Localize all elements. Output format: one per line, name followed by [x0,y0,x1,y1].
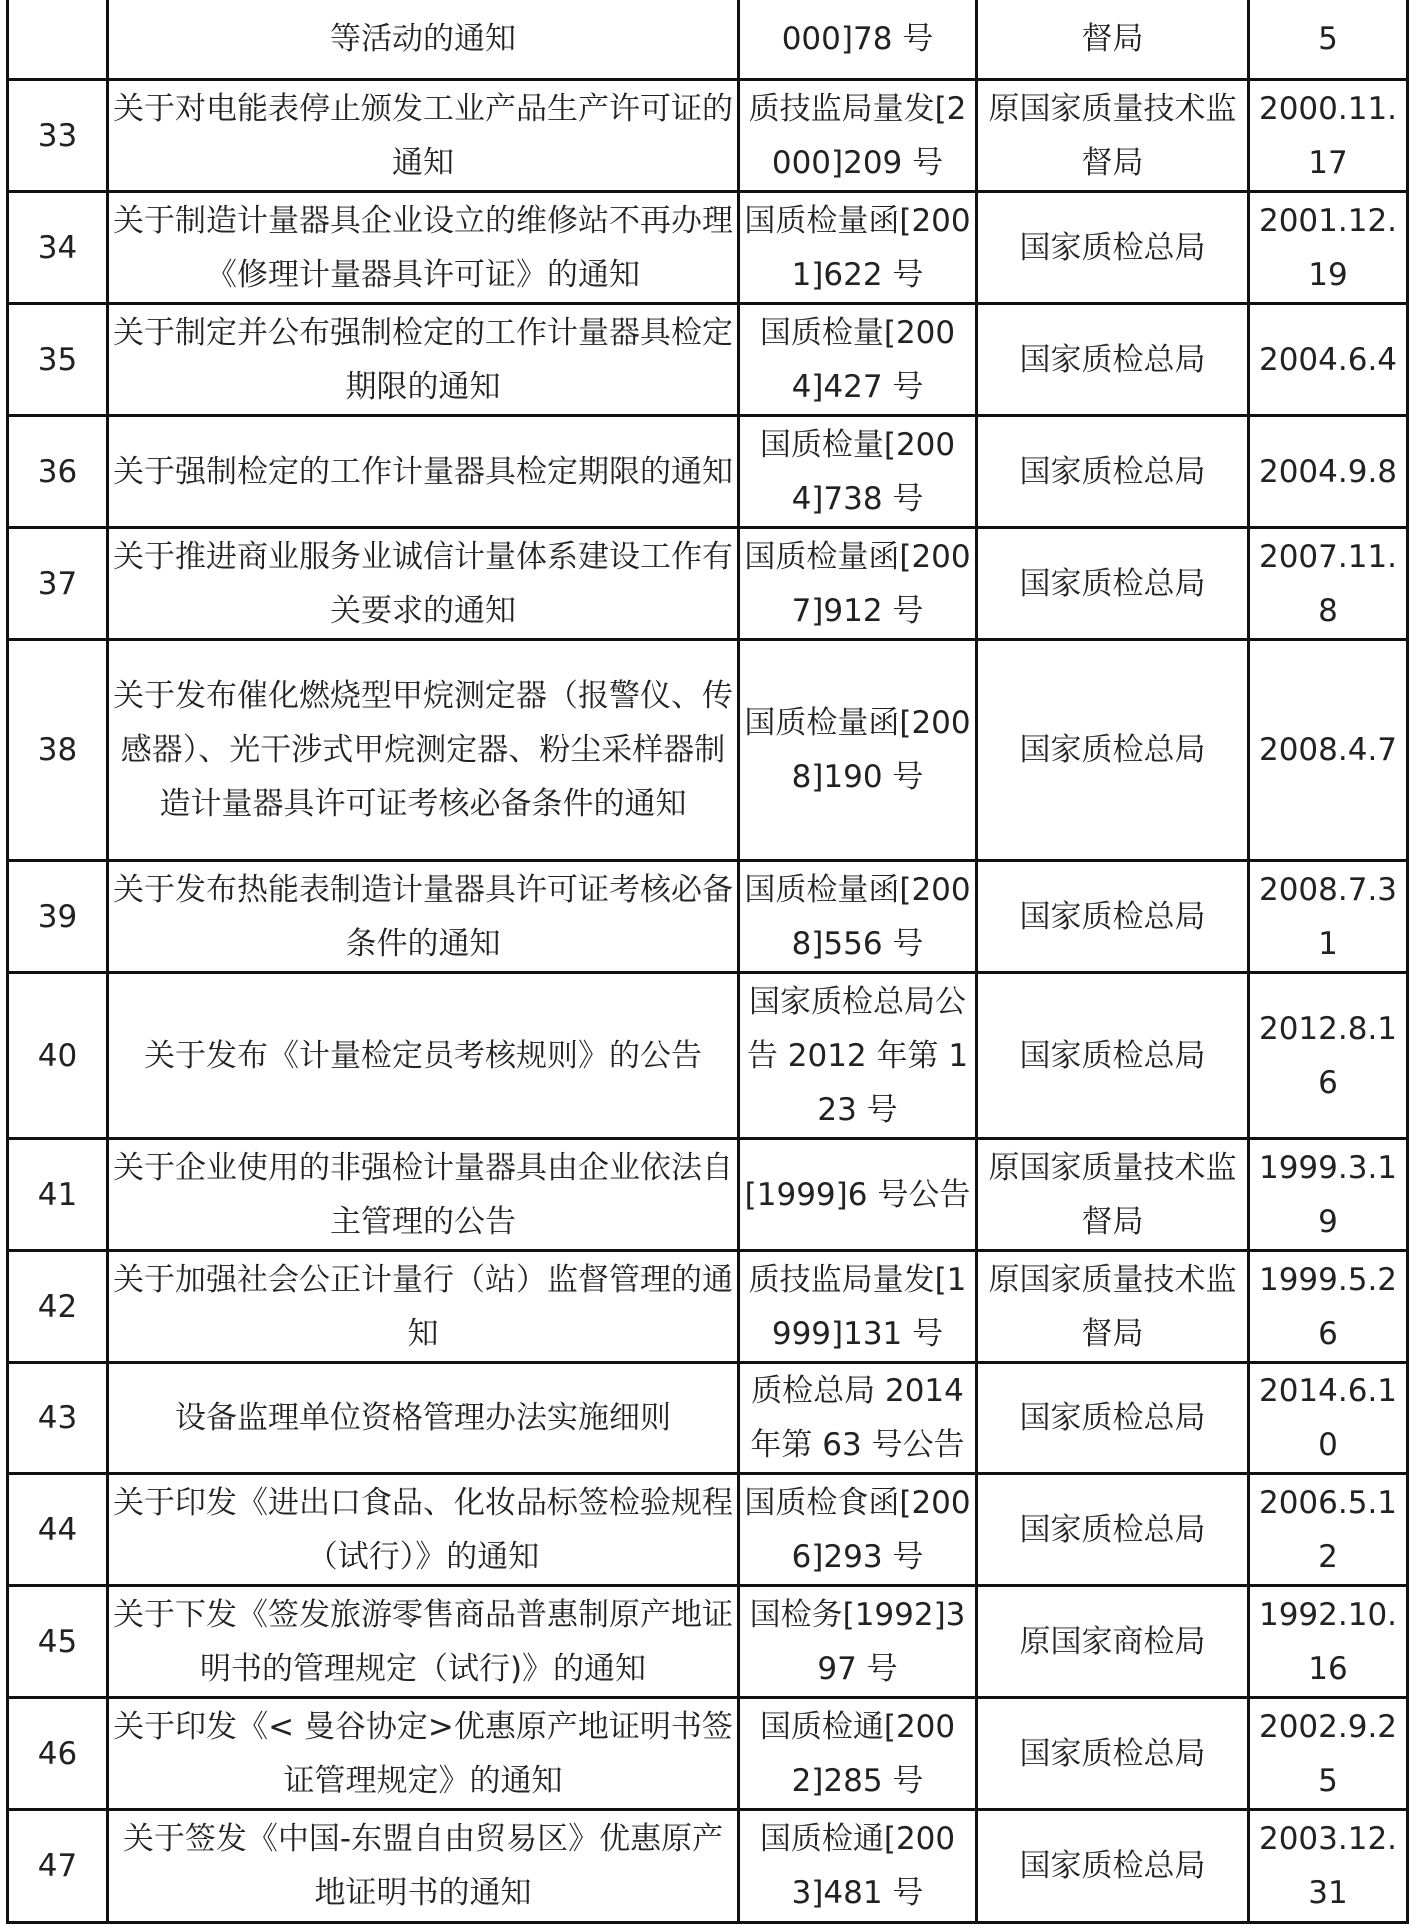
row-number: 47 [8,1810,108,1923]
issuing-authority: 国家质检总局 [977,640,1249,861]
table-row [8,0,1408,80]
document-number: 国质检量函[2008]556 号 [739,861,977,973]
issue-date: 2012.8.16 [1249,973,1408,1139]
document-number: 国家质检总局公告 2012 年第 123 号 [739,973,977,1139]
issue-date: 2006.5.12 [1249,1474,1408,1586]
issuing-authority: 原国家质量技术监督局 [977,1251,1249,1363]
issue-date: 5 [1249,0,1408,80]
table-row [8,973,1408,1139]
issuing-authority: 原国家质量技术监督局 [977,80,1249,192]
issue-date: 2002.9.25 [1249,1698,1408,1810]
document-title: 关于发布热能表制造计量器具许可证考核必备条件的通知 [108,861,739,973]
issuing-authority: 国家质检总局 [977,1698,1249,1810]
row-number: 36 [8,416,108,528]
row-number: 39 [8,861,108,973]
regulation-table [6,0,1409,1924]
document-number: 质技监局量发[1999]131 号 [739,1251,977,1363]
document-title: 关于发布《计量检定员考核规则》的公告 [108,973,739,1139]
issue-date: 1999.3.19 [1249,1139,1408,1251]
document-title: 关于签发《中国-东盟自由贸易区》优惠原产地证明书的通知 [108,1810,739,1923]
regulation-table-body [8,0,1408,1923]
issuing-authority: 国家质检总局 [977,528,1249,640]
row-number: 44 [8,1474,108,1586]
issuing-authority: 国家质检总局 [977,192,1249,304]
document-title: 关于强制检定的工作计量器具检定期限的通知 [108,416,739,528]
issue-date: 2007.11.8 [1249,528,1408,640]
row-number: 34 [8,192,108,304]
table-row [8,1474,1408,1586]
row-number [8,0,108,80]
document-title: 等活动的通知 [108,0,739,80]
table-row [8,80,1408,192]
table-row [8,1810,1408,1923]
table-row [8,1139,1408,1251]
table-row [8,304,1408,416]
row-number: 37 [8,528,108,640]
document-number: 国质检量函[2007]912 号 [739,528,977,640]
issuing-authority: 国家质检总局 [977,1474,1249,1586]
row-number: 43 [8,1363,108,1474]
issuing-authority: 原国家商检局 [977,1586,1249,1698]
row-number: 42 [8,1251,108,1363]
document-title: 关于加强社会公正计量行（站）监督管理的通知 [108,1251,739,1363]
issue-date: 1999.5.26 [1249,1251,1408,1363]
table-row [8,1363,1408,1474]
document-number: 国质检通[2002]285 号 [739,1698,977,1810]
table-row [8,528,1408,640]
document-number: 000]78 号 [739,0,977,80]
document-number: 国检务[1992]397 号 [739,1586,977,1698]
table-row [8,1586,1408,1698]
document-number: 国质检食函[2006]293 号 [739,1474,977,1586]
document-number: 国质检量函[2001]622 号 [739,192,977,304]
document-number: 国质检量[2004]427 号 [739,304,977,416]
document-number: 国质检量[2004]738 号 [739,416,977,528]
document-number: [1999]6 号公告 [739,1139,977,1251]
issue-date: 2003.12.31 [1249,1810,1408,1923]
issue-date: 2014.6.10 [1249,1363,1408,1474]
row-number: 33 [8,80,108,192]
document-title: 关于印发《< 曼谷协定>优惠原产地证明书签证管理规定》的通知 [108,1698,739,1810]
issue-date: 2008.4.7 [1249,640,1408,861]
document-title: 关于推进商业服务业诚信计量体系建设工作有关要求的通知 [108,528,739,640]
issue-date: 2004.6.4 [1249,304,1408,416]
table-row [8,861,1408,973]
row-number: 35 [8,304,108,416]
row-number: 45 [8,1586,108,1698]
issue-date: 2008.7.31 [1249,861,1408,973]
row-number: 41 [8,1139,108,1251]
table-row [8,192,1408,304]
document-number: 国质检量函[2008]190 号 [739,640,977,861]
issue-date: 1992.10.16 [1249,1586,1408,1698]
row-number: 46 [8,1698,108,1810]
document-title: 关于对电能表停止颁发工业产品生产许可证的通知 [108,80,739,192]
document-title: 关于制定并公布强制检定的工作计量器具检定期限的通知 [108,304,739,416]
document-title: 关于下发《签发旅游零售商品普惠制原产地证明书的管理规定（试行)》的通知 [108,1586,739,1698]
issue-date: 2004.9.8 [1249,416,1408,528]
table-row [8,1251,1408,1363]
issuing-authority: 国家质检总局 [977,861,1249,973]
table-row [8,1698,1408,1810]
document-title: 关于发布催化燃烧型甲烷测定器（报警仪、传感器）、光干涉式甲烷测定器、粉尘采样器制造计量器具许可证考核必备条件的通知 [108,640,739,861]
issue-date: 2000.11.17 [1249,80,1408,192]
document-title: 关于企业使用的非强检计量器具由企业依法自主管理的公告 [108,1139,739,1251]
issue-date: 2001.12.19 [1249,192,1408,304]
document-title: 关于制造计量器具企业设立的维修站不再办理《修理计量器具许可证》的通知 [108,192,739,304]
document-number: 国质检通[2003]481 号 [739,1810,977,1923]
row-number: 40 [8,973,108,1139]
issuing-authority: 国家质检总局 [977,1363,1249,1474]
issuing-authority: 原国家质量技术监督局 [977,1139,1249,1251]
issuing-authority: 国家质检总局 [977,304,1249,416]
document-number: 质检总局 2014 年第 63 号公告 [739,1363,977,1474]
row-number: 38 [8,640,108,861]
document-number: 质技监局量发[2000]209 号 [739,80,977,192]
issuing-authority: 国家质检总局 [977,416,1249,528]
issuing-authority: 国家质检总局 [977,973,1249,1139]
table-row [8,640,1408,861]
issuing-authority: 国家质检总局 [977,1810,1249,1923]
table-row [8,416,1408,528]
issuing-authority: 督局 [977,0,1249,80]
document-title: 关于印发《进出口食品、化妆品标签检验规程（试行）》的通知 [108,1474,739,1586]
document-title: 设备监理单位资格管理办法实施细则 [108,1363,739,1474]
